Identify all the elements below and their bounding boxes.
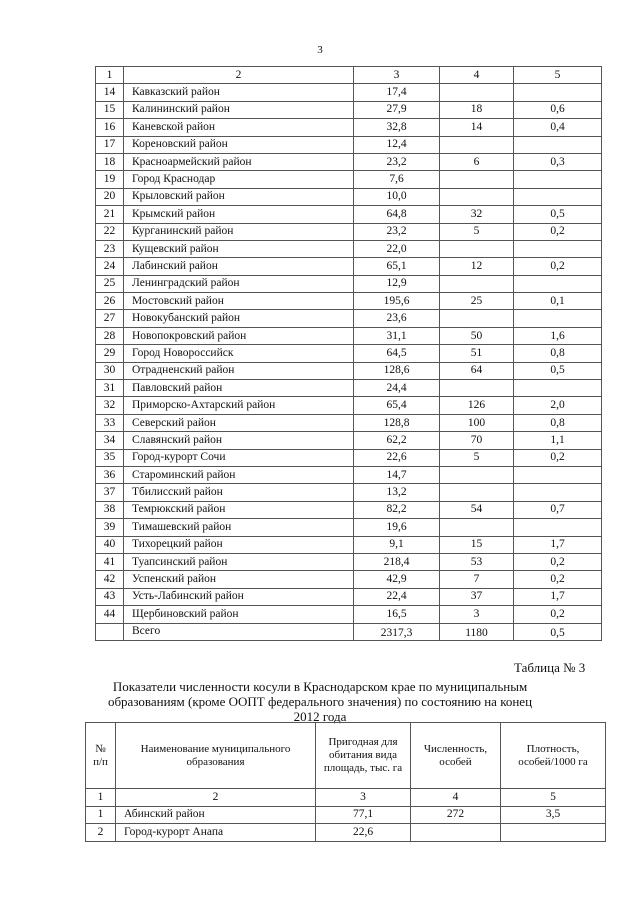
district-name-cell: Город-курорт Сочи [124, 449, 354, 466]
table-row [96, 101, 602, 118]
table-row [96, 397, 602, 414]
row-number-cell: 1 [86, 806, 116, 824]
district-name-cell: Тимашевский район [124, 519, 354, 536]
area-cell: 64,8 [354, 206, 440, 223]
district-name-cell: Староминский район [124, 466, 354, 483]
area-cell: 82,2 [354, 501, 440, 518]
area-cell: 14,7 [354, 466, 440, 483]
row-number-cell: 25 [96, 275, 124, 292]
area-cell: 27,9 [354, 101, 440, 118]
district-name-cell: Мостовский район [124, 293, 354, 310]
count-cell [440, 519, 514, 536]
table-row [96, 606, 602, 623]
density-cell [514, 380, 602, 397]
area-cell: 13,2 [354, 484, 440, 501]
column-numbering-row [96, 67, 602, 84]
count-cell: 7 [440, 571, 514, 588]
area-cell: 22,6 [316, 824, 411, 842]
row-number-cell: 33 [96, 414, 124, 431]
district-name-cell: Крыловский район [124, 188, 354, 205]
district-name-cell: Темрюкский район [124, 501, 354, 518]
count-cell [440, 310, 514, 327]
district-name-cell: Северский район [124, 414, 354, 431]
count-cell: 53 [440, 553, 514, 570]
density-cell: 0,2 [514, 258, 602, 275]
count-cell: 51 [440, 345, 514, 362]
table-row [96, 536, 602, 553]
table-row [96, 275, 602, 292]
density-cell: 0,2 [514, 606, 602, 623]
table-row [96, 362, 602, 379]
column-number-cell: 3 [354, 67, 440, 84]
district-name-cell: Каневской район [124, 119, 354, 136]
area-cell: 42,9 [354, 571, 440, 588]
table-row [96, 119, 602, 136]
density-cell [514, 275, 602, 292]
area-cell: 65,4 [354, 397, 440, 414]
row-number-cell: 42 [96, 571, 124, 588]
district-name-cell: Лабинский район [124, 258, 354, 275]
column-number-cell: 1 [86, 789, 116, 807]
column-header: Наименование муниципального образования [116, 723, 316, 789]
density-cell: 1,1 [514, 432, 602, 449]
count-cell [440, 171, 514, 188]
count-cell: 70 [440, 432, 514, 449]
row-number-cell: 29 [96, 345, 124, 362]
district-name-cell: Курганинский район [124, 223, 354, 240]
area-cell: 23,2 [354, 153, 440, 170]
row-number-cell: 20 [96, 188, 124, 205]
table-row [96, 449, 602, 466]
district-name-cell: Туапсинский район [124, 553, 354, 570]
district-name-cell: Усть-Лабинский район [124, 588, 354, 605]
district-name-cell: Город Краснодар [124, 171, 354, 188]
area-cell: 128,6 [354, 362, 440, 379]
count-cell: 64 [440, 362, 514, 379]
column-number-cell: 3 [316, 789, 411, 807]
density-cell [514, 171, 602, 188]
table-district-densities [95, 66, 602, 641]
count-cell: 14 [440, 119, 514, 136]
density-cell [514, 466, 602, 483]
row-number-cell: 35 [96, 449, 124, 466]
density-cell: 0,2 [514, 571, 602, 588]
density-cell [514, 188, 602, 205]
page-number: 3 [317, 44, 323, 56]
district-name-cell: Кореновский район [124, 136, 354, 153]
area-cell: 16,5 [354, 606, 440, 623]
density-cell [514, 519, 602, 536]
district-name-cell: Ленинградский район [124, 275, 354, 292]
count-cell [440, 240, 514, 257]
count-cell: 54 [440, 501, 514, 518]
district-name-cell: Павловский район [124, 380, 354, 397]
area-cell: 23,6 [354, 310, 440, 327]
count-cell [440, 380, 514, 397]
density-cell: 0,4 [514, 119, 602, 136]
column-number-cell: 4 [411, 789, 501, 807]
row-number-cell: 30 [96, 362, 124, 379]
row-number-cell: 43 [96, 588, 124, 605]
district-name-cell: Щербиновский район [124, 606, 354, 623]
count-cell [440, 466, 514, 483]
area-cell: 12,9 [354, 275, 440, 292]
count-cell: 126 [440, 397, 514, 414]
density-cell: 0,7 [514, 501, 602, 518]
column-number-cell: 2 [124, 67, 354, 84]
density-cell: 0,1 [514, 293, 602, 310]
table-row [96, 484, 602, 501]
area-cell: 32,8 [354, 119, 440, 136]
district-name-cell: Тихорецкий район [124, 536, 354, 553]
row-number-cell: 37 [96, 484, 124, 501]
table-row [96, 188, 602, 205]
area-cell: 195,6 [354, 293, 440, 310]
row-number-cell: 41 [96, 553, 124, 570]
row-number-cell: 27 [96, 310, 124, 327]
density-cell: 1,7 [514, 536, 602, 553]
table-row [86, 824, 606, 842]
table-row [96, 136, 602, 153]
column-number-cell: 5 [501, 789, 606, 807]
district-name-cell: Город Новороссийск [124, 345, 354, 362]
density-cell: 0,5 [514, 206, 602, 223]
table-row [96, 519, 602, 536]
area-cell: 22,0 [354, 240, 440, 257]
density-cell [514, 84, 602, 101]
count-cell: 25 [440, 293, 514, 310]
density-cell: 0,8 [514, 345, 602, 362]
district-name-cell: Тбилисский район [124, 484, 354, 501]
count-cell: 5 [440, 223, 514, 240]
area-cell: 23,2 [354, 223, 440, 240]
area-cell: 128,8 [354, 414, 440, 431]
table-row [96, 240, 602, 257]
count-cell: 272 [411, 806, 501, 824]
table-row [96, 414, 602, 431]
count-cell: 5 [440, 449, 514, 466]
row-number-cell: 32 [96, 397, 124, 414]
row-number-cell: 44 [96, 606, 124, 623]
density-cell: 0,2 [514, 553, 602, 570]
row-number-cell: 2 [86, 824, 116, 842]
table-row [96, 432, 602, 449]
area-cell: 218,4 [354, 553, 440, 570]
table-row [96, 571, 602, 588]
density-cell: 2,0 [514, 397, 602, 414]
row-number-cell: 24 [96, 258, 124, 275]
density-cell: 3,5 [501, 806, 606, 824]
area-cell: 22,6 [354, 449, 440, 466]
district-name-cell: Город-курорт Анапа [116, 824, 316, 842]
row-number-cell: 36 [96, 466, 124, 483]
area-cell: 19,6 [354, 519, 440, 536]
table-row [96, 84, 602, 101]
header-row [86, 723, 606, 789]
count-cell [440, 275, 514, 292]
table-row [96, 345, 602, 362]
row-number-cell: 14 [96, 84, 124, 101]
table-row [96, 258, 602, 275]
count-cell [440, 484, 514, 501]
area-cell: 22,4 [354, 588, 440, 605]
area-cell: 7,6 [354, 171, 440, 188]
table-row [96, 588, 602, 605]
count-cell: 1180 [440, 623, 514, 640]
table-row [96, 501, 602, 518]
row-number-cell: 18 [96, 153, 124, 170]
area-cell: 17,4 [354, 84, 440, 101]
density-cell: 0,2 [514, 449, 602, 466]
column-number-cell: 2 [116, 789, 316, 807]
table-row [86, 806, 606, 824]
row-number-cell [96, 623, 124, 640]
area-cell: 77,1 [316, 806, 411, 824]
row-number-cell: 23 [96, 240, 124, 257]
district-name-cell: Кущевский район [124, 240, 354, 257]
density-cell: 1,6 [514, 327, 602, 344]
row-number-cell: 22 [96, 223, 124, 240]
table3-title: Показатели численности косули в Краснодарском крае по муниципальным образованиям (кроме ООПТ федерального значения) по состоянию на конец 2012 года [107, 679, 533, 724]
density-cell: 0,6 [514, 101, 602, 118]
table-row [96, 380, 602, 397]
district-name-cell: Всего [124, 623, 354, 640]
area-cell: 65,1 [354, 258, 440, 275]
row-number-cell: 21 [96, 206, 124, 223]
column-numbering-row [86, 789, 606, 807]
count-cell [440, 188, 514, 205]
table-row [96, 466, 602, 483]
row-number-cell: 19 [96, 171, 124, 188]
count-cell [440, 136, 514, 153]
table-row [96, 310, 602, 327]
district-name-cell: Новокубанский район [124, 310, 354, 327]
district-name-cell: Успенский район [124, 571, 354, 588]
row-number-cell: 26 [96, 293, 124, 310]
district-name-cell: Кавказский район [124, 84, 354, 101]
table-row [96, 153, 602, 170]
count-cell: 15 [440, 536, 514, 553]
area-cell: 24,4 [354, 380, 440, 397]
row-number-cell: 40 [96, 536, 124, 553]
count-cell: 32 [440, 206, 514, 223]
count-cell: 6 [440, 153, 514, 170]
count-cell: 18 [440, 101, 514, 118]
column-number-cell: 5 [514, 67, 602, 84]
district-name-cell: Приморско-Ахтарский район [124, 397, 354, 414]
district-name-cell: Отрадненский район [124, 362, 354, 379]
row-number-cell: 39 [96, 519, 124, 536]
table-row [96, 293, 602, 310]
density-cell: 0,3 [514, 153, 602, 170]
count-cell: 3 [440, 606, 514, 623]
density-cell [501, 824, 606, 842]
row-number-cell: 31 [96, 380, 124, 397]
area-cell: 9,1 [354, 536, 440, 553]
density-cell [514, 240, 602, 257]
column-header: Пригодная для обитания вида площадь, тыс. га [316, 723, 411, 789]
table3-number: Таблица № 3 [514, 660, 586, 675]
column-number-cell: 1 [96, 67, 124, 84]
density-cell: 0,5 [514, 623, 602, 640]
table-row [96, 327, 602, 344]
count-cell: 37 [440, 588, 514, 605]
table-row [96, 623, 602, 640]
column-header: Плотность, особей/1000 га [501, 723, 606, 789]
area-cell: 10,0 [354, 188, 440, 205]
density-cell: 0,8 [514, 414, 602, 431]
density-cell: 0,5 [514, 362, 602, 379]
row-number-cell: 15 [96, 101, 124, 118]
area-cell: 31,1 [354, 327, 440, 344]
district-name-cell: Славянский район [124, 432, 354, 449]
count-cell [440, 84, 514, 101]
count-cell: 100 [440, 414, 514, 431]
table-row [96, 171, 602, 188]
density-cell: 1,7 [514, 588, 602, 605]
row-number-cell: 34 [96, 432, 124, 449]
column-header: № п/п [86, 723, 116, 789]
density-cell [514, 136, 602, 153]
count-cell [411, 824, 501, 842]
area-cell: 64,5 [354, 345, 440, 362]
row-number-cell: 16 [96, 119, 124, 136]
count-cell: 12 [440, 258, 514, 275]
table-row [96, 553, 602, 570]
district-name-cell: Абинский район [116, 806, 316, 824]
area-cell: 2317,3 [354, 623, 440, 640]
density-cell: 0,2 [514, 223, 602, 240]
district-name-cell: Новопокровский район [124, 327, 354, 344]
table-roe-deer-population [85, 722, 606, 842]
row-number-cell: 17 [96, 136, 124, 153]
district-name-cell: Красноармейский район [124, 153, 354, 170]
area-cell: 12,4 [354, 136, 440, 153]
district-name-cell: Крымский район [124, 206, 354, 223]
area-cell: 62,2 [354, 432, 440, 449]
table-row [96, 206, 602, 223]
row-number-cell: 38 [96, 501, 124, 518]
district-name-cell: Калининский район [124, 101, 354, 118]
density-cell [514, 310, 602, 327]
column-header: Численность, особей [411, 723, 501, 789]
column-number-cell: 4 [440, 67, 514, 84]
count-cell: 50 [440, 327, 514, 344]
density-cell [514, 484, 602, 501]
table-row [96, 223, 602, 240]
row-number-cell: 28 [96, 327, 124, 344]
